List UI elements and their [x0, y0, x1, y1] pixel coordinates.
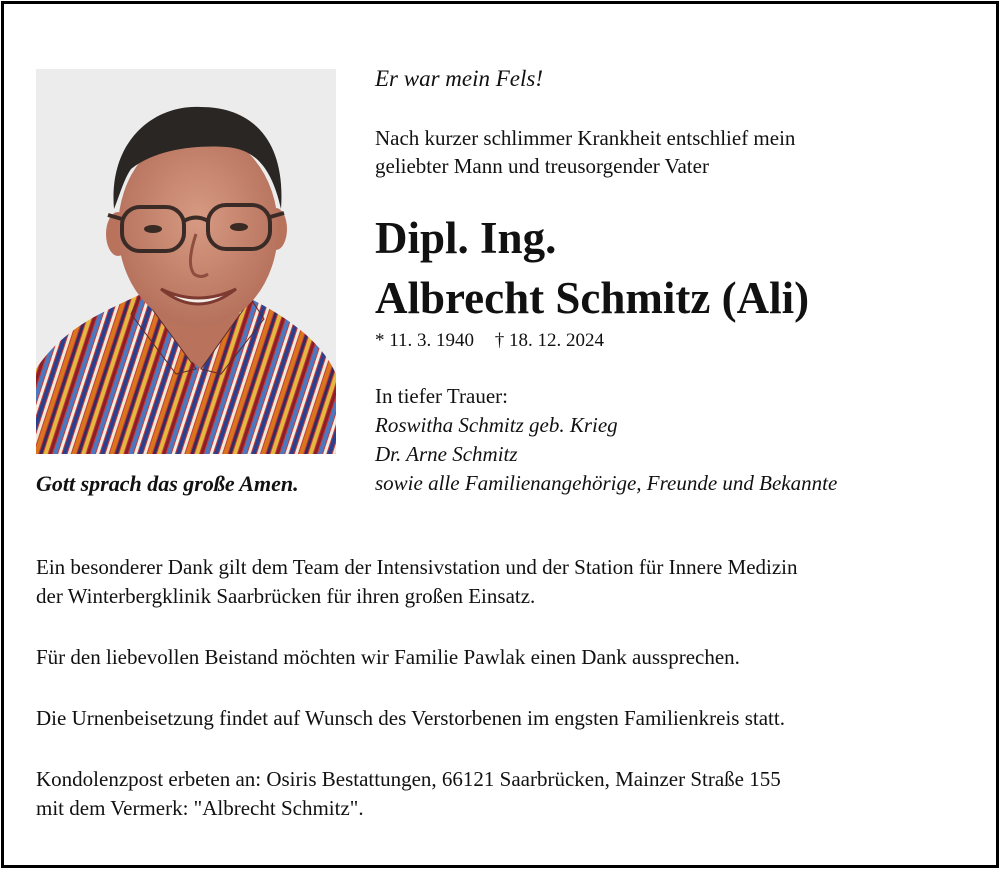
death-date: † 18. 12. 2024: [494, 330, 605, 351]
caption-quote: Gott sprach das große Amen.: [36, 471, 299, 496]
thanks-text: der Winterbergklinik Saarbrücken für ihren großen Einsatz.: [36, 584, 536, 608]
thanks-text: Ein besonderer Dank gilt dem Team der Intensivstation und der Station für Innere Medizin: [36, 555, 798, 579]
mourner-name: Dr. Arne Schmitz: [375, 442, 518, 466]
mourner-name: sowie alle Familienangehörige, Freunde und Bekannte: [375, 471, 838, 495]
life-dates: [375, 330, 604, 352]
condolence-text: Kondolenzpost erbeten an: Osiris Bestattungen, 66121 Saarbrücken, Mainzer Straße 155: [36, 767, 781, 791]
mourners-block: [375, 382, 837, 498]
burial-text: Die Urnenbeisetzung findet auf Wunsch des Verstorbenen im engsten Familienkreis statt.: [36, 706, 785, 730]
condolence-text: mit dem Vermerk: "Albrecht Schmitz".: [36, 796, 364, 820]
deceased-name: Albrecht Schmitz (Ali): [375, 273, 810, 323]
mourner-name: Roswitha Schmitz geb. Krieg: [375, 413, 618, 437]
academic-title: Dipl. Ing.: [375, 213, 557, 263]
notice-body: [36, 553, 976, 823]
thanks-neighbors-text: Für den liebevollen Beistand möchten wir Familie Pawlak einen Dank aussprechen.: [36, 645, 740, 669]
birth-date: * 11. 3. 1940: [375, 330, 475, 351]
intro-line: Nach kurzer schlimmer Krankheit entschlief mein: [375, 126, 796, 150]
mourners-heading: In tiefer Trauer:: [375, 384, 508, 408]
intro-text: [375, 124, 795, 180]
portrait-photo: [36, 69, 336, 454]
motto: Er war mein Fels!: [375, 66, 544, 91]
intro-line: geliebter Mann und treusorgender Vater: [375, 154, 709, 178]
